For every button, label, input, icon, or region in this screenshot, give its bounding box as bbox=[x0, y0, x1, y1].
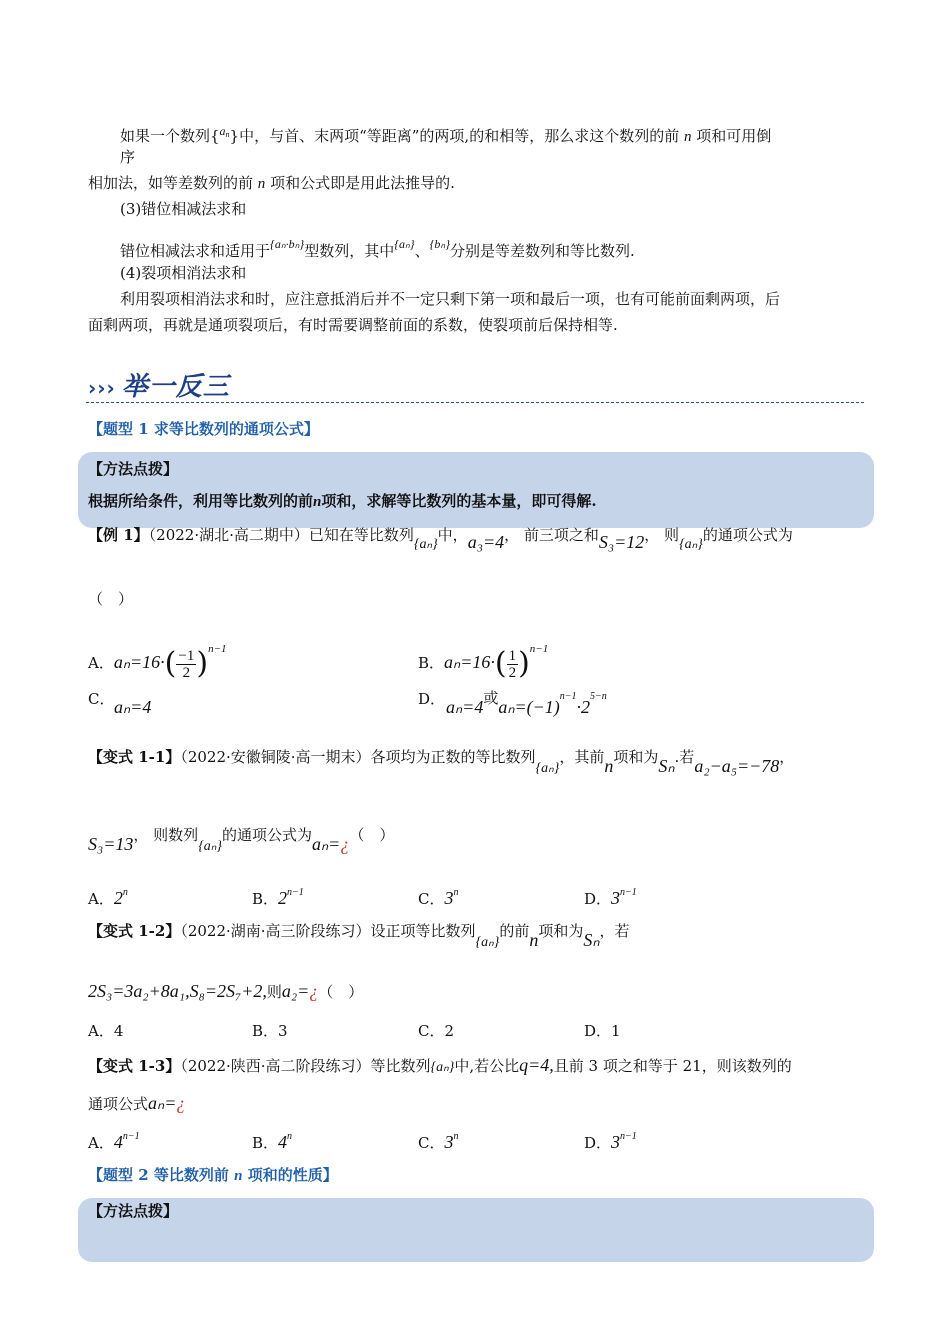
intro-line-3: 相加法，如等差数列的前 n 项和公式即是用此法推导的. bbox=[88, 174, 455, 192]
method-label-2: 【方法点拨】 bbox=[88, 1202, 179, 1220]
intro-line-4: 错位相减法求和适用于$^{\{a_n\cdot b_n\}}$型数列，其中$^{\{a_n\}}$、$^{\{b_n\}}$分别是等差数列和等比数列. bbox=[120, 237, 635, 260]
v11-option-d[interactable]: D．$3^{n-1}$ bbox=[584, 887, 637, 908]
v13-option-b[interactable]: B．4$^n$ bbox=[252, 1131, 293, 1152]
banner-divider bbox=[86, 402, 864, 403]
v11-option-a[interactable]: A．2$^n$ bbox=[88, 887, 128, 908]
heading-4-split-cancel: (4)裂项相消法求和 bbox=[120, 264, 247, 282]
triple-arrow-icon: ››› bbox=[88, 376, 116, 400]
variant-1-2-stem: 【变式 1-2】（2022·湖南·高三阶段练习）设正项等比数列{aₙ}的前n项和为Sₙ，若 bbox=[88, 922, 630, 950]
ex1-option-b[interactable]: B．aₙ=16·( $\frac{1}{2}$ )$^{n-1}$ bbox=[418, 643, 549, 681]
intro-line-2: 序 bbox=[120, 148, 136, 166]
ex1-option-d[interactable]: D． bbox=[418, 690, 446, 708]
variant-1-1-stem-2: S₃=13， 则数列{aₙ}的通项公式为aₙ=¿（ ） bbox=[88, 826, 395, 854]
banner-title: 举一反三 bbox=[121, 372, 230, 402]
method-box-2 bbox=[78, 1198, 874, 1262]
variant-1-2-stem-2: 2S₃=3a₂+8a₁,S₈=2S₇+2,则a₂=¿（ ） bbox=[88, 981, 364, 1001]
v13-option-c[interactable]: C．3$^n$ bbox=[418, 1131, 459, 1152]
variant-1-3-stem: 【变式 1-3】（2022·陕西·高二阶段练习）等比数列{aₙ}中,若公比q=4,且前 3 项之和等于 21，则该数列的 bbox=[88, 1055, 792, 1075]
type-2-title: 【题型 2 等比数列前 n 项和的性质】 bbox=[88, 1166, 338, 1184]
intro-line-6: 面剩两项，再就是通项裂项后，有时需要调整前面的系数，使裂项前后保持相等. bbox=[88, 316, 618, 334]
v11-option-c[interactable]: C．3$^n$ bbox=[418, 887, 459, 908]
intro-line-1: 如果一个数列{$^{an}$}中，与首、末两项“等距离”的两项,的和相等，那么求这个数列的前 n 项和可用倒 bbox=[120, 124, 772, 145]
heading-3-dislocation-subtraction: (3)错位相减法求和 bbox=[120, 200, 247, 218]
ex1-option-a[interactable]: A．aₙ=16·( $\frac{-1}{2}$ )$^{n-1}$ bbox=[88, 643, 227, 681]
v12-option-c[interactable]: C．2 bbox=[418, 1022, 455, 1040]
ex1-option-c-value: aₙ=4 bbox=[114, 697, 152, 717]
example-1-stem: 【例 1】（2022·湖北·高二期中）已知在等比数列{aₙ}中，a₃=4， 前三项之和S₃=12， 则{aₙ}的通项公式为 bbox=[88, 526, 793, 552]
v12-option-b[interactable]: B．3 bbox=[252, 1022, 288, 1040]
v13-option-a[interactable]: A．$4^{n-1}$ bbox=[88, 1131, 140, 1152]
ex1-option-c-label[interactable]: C． bbox=[88, 690, 115, 708]
intro-line-5: 利用裂项相消法求和时，应注意抵消后并不一定只剩下第一项和最后一项，也有可能前面剩两项，后 bbox=[120, 290, 781, 308]
method-text-1: 根据所给条件，利用等比数列的前n项和，求解等比数列的基本量，即可得解. bbox=[88, 492, 597, 510]
v12-option-a[interactable]: A．4 bbox=[88, 1022, 124, 1040]
v12-option-d[interactable]: D．1 bbox=[584, 1022, 621, 1040]
method-label-1: 【方法点拨】 bbox=[88, 460, 179, 478]
v13-option-d[interactable]: D．$3^{n-1}$ bbox=[584, 1131, 637, 1152]
ex1-option-d-value: aₙ=4或$a_n=(-1)^{n-1}\cdot 2^{5-n}$ bbox=[446, 689, 607, 717]
v11-option-b[interactable]: B．$2^{n-1}$ bbox=[252, 887, 304, 908]
variant-1-3-stem-2: 通项公式aₙ=¿ bbox=[88, 1093, 186, 1113]
type-1-title: 【题型 1 求等比数列的通项公式】 bbox=[88, 420, 319, 438]
example-1-answer-paren: （ ） bbox=[88, 590, 134, 608]
variant-1-1-stem: 【变式 1-1】（2022·安徽铜陵·高一期末）各项均为正数的等比数列{aₙ}，其前n项和为Sₙ.若a₂−a₅=−78， bbox=[88, 748, 795, 776]
section-banner bbox=[88, 366, 230, 403]
